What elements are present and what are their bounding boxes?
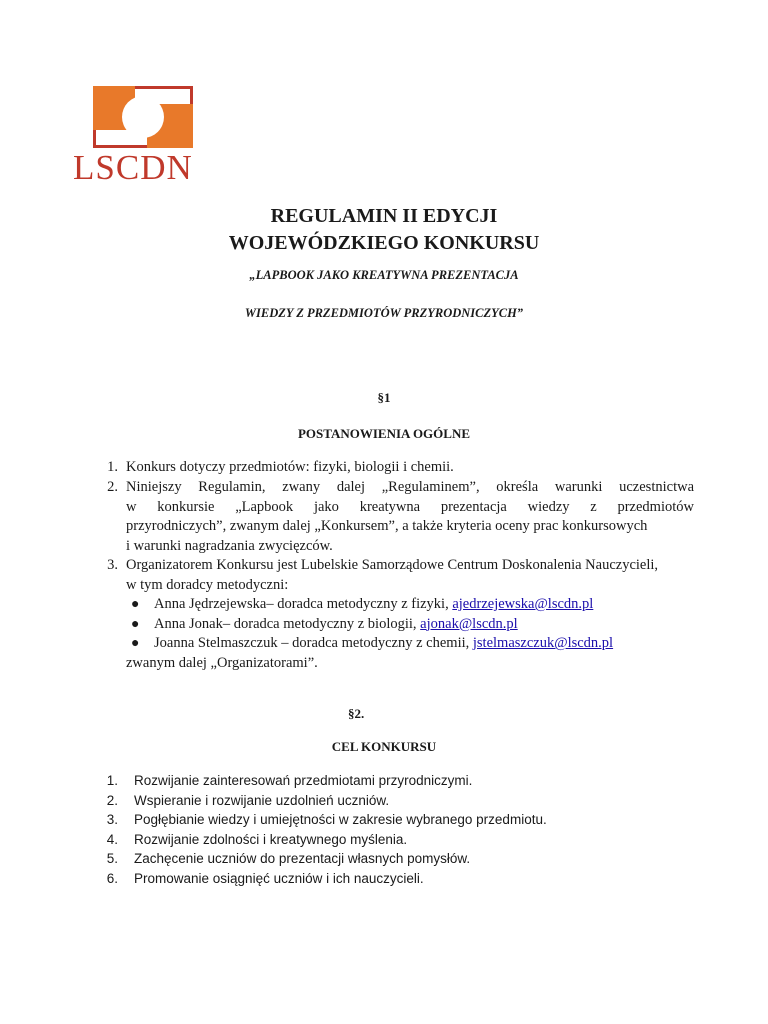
list-item-number: 3. — [106, 812, 118, 828]
advisor-item — [154, 595, 593, 615]
title-line-1: REGULAMIN II EDYCJI — [270, 205, 498, 227]
bullet-icon: ● — [131, 597, 140, 612]
list-item: Konkurs dotyczy przedmiotów: fizyki, biologii i chemii. — [126, 459, 454, 475]
list-item-number: 1. — [107, 459, 118, 475]
bullet-icon: ● — [131, 636, 140, 652]
section-1-heading: POSTANOWIENIA OGÓLNE — [297, 426, 471, 441]
list-item-number: 1. — [106, 773, 118, 788]
email-link[interactable]: ajonak@lscdn.pl — [420, 615, 518, 632]
section-1-number: §1 — [377, 390, 391, 405]
logo-mark-icon — [93, 86, 193, 148]
list-item-line: Organizatorem Konkursu jest Lubelskie Samorządowe Centrum Doskonalenia Nauczycieli, — [126, 557, 659, 573]
list-item: Rozwijanie zainteresowań przedmiotami przyrodniczymi. — [134, 773, 473, 788]
email-link[interactable]: jstelmaszczuk@lscdn.pl — [472, 635, 614, 652]
subtitle-line-1: „LAPBOOK JAKO KREATYWNA PREZENTACJA — [249, 268, 519, 282]
advisor-text: Anna Jonak– doradca metodyczny z biologii, — [154, 615, 421, 632]
list-item-number: 2. — [107, 479, 118, 495]
list-item-line: Niniejszy Regulamin, zwany dalej „Regulaminem”, określa warunki uczestnictwa — [126, 479, 694, 495]
section-2-number: §2. — [348, 706, 365, 721]
list-item: Pogłębianie wiedzy i umiejętności w zakresie wybranego przedmiotu. — [134, 812, 547, 828]
section-2-heading: CEL KONKURSU — [331, 739, 437, 754]
advisor-text: Anna Jędrzejewska– doradca metodyczny z fizyki, — [154, 596, 453, 612]
email-link[interactable]: ajedrzejewska@lscdn.pl — [452, 596, 594, 612]
logo-text: LSCDN — [73, 148, 193, 187]
list-item-line: i warunki nagradzania zwycięzców. — [126, 537, 333, 554]
list-item-number: 4. — [106, 831, 118, 847]
title-line-2: WOJEWÓDZKIEGO KONKURSU — [228, 232, 540, 254]
list-item-line: w konkursie „Lapbook jako kreatywna prezentacja wiedzy z przedmiotów — [126, 498, 694, 515]
list-item: Promowanie osiągnięć uczniów i ich nauczycieli. — [134, 871, 424, 886]
list-item: Zachęcenie uczniów do prezentacji własnych pomysłów. — [134, 851, 471, 867]
list-item: Wspieranie i rozwijanie uzdolnień uczniów. — [134, 792, 390, 808]
advisor-text: Joanna Stelmaszczuk – doradca metodyczny z chemii, — [154, 635, 473, 652]
list-item-number: 5. — [106, 851, 118, 867]
advisor-item — [154, 615, 518, 635]
subtitle-line-2: WIEDZY Z PRZEDMIOTÓW PRZYRODNICZYCH” — [244, 306, 524, 320]
list-item-number: 6. — [106, 871, 118, 886]
advisor-item — [154, 634, 613, 654]
list-item-number: 2. — [106, 792, 118, 808]
bullet-icon: ● — [131, 616, 140, 632]
list-item: Rozwijanie zdolności i kreatywnego myślenia. — [134, 831, 408, 847]
lscdn-logo — [73, 86, 193, 186]
list-item-number: 3. — [107, 557, 118, 573]
list-item-line: w tym doradcy metodyczni: — [126, 576, 289, 593]
closing-line: zwanym dalej „Organizatorami”. — [126, 655, 318, 671]
list-item-line: przyrodniczych”, zwanym dalej „Konkursem”, a także kryteria oceny prac konkursowych — [126, 518, 648, 535]
